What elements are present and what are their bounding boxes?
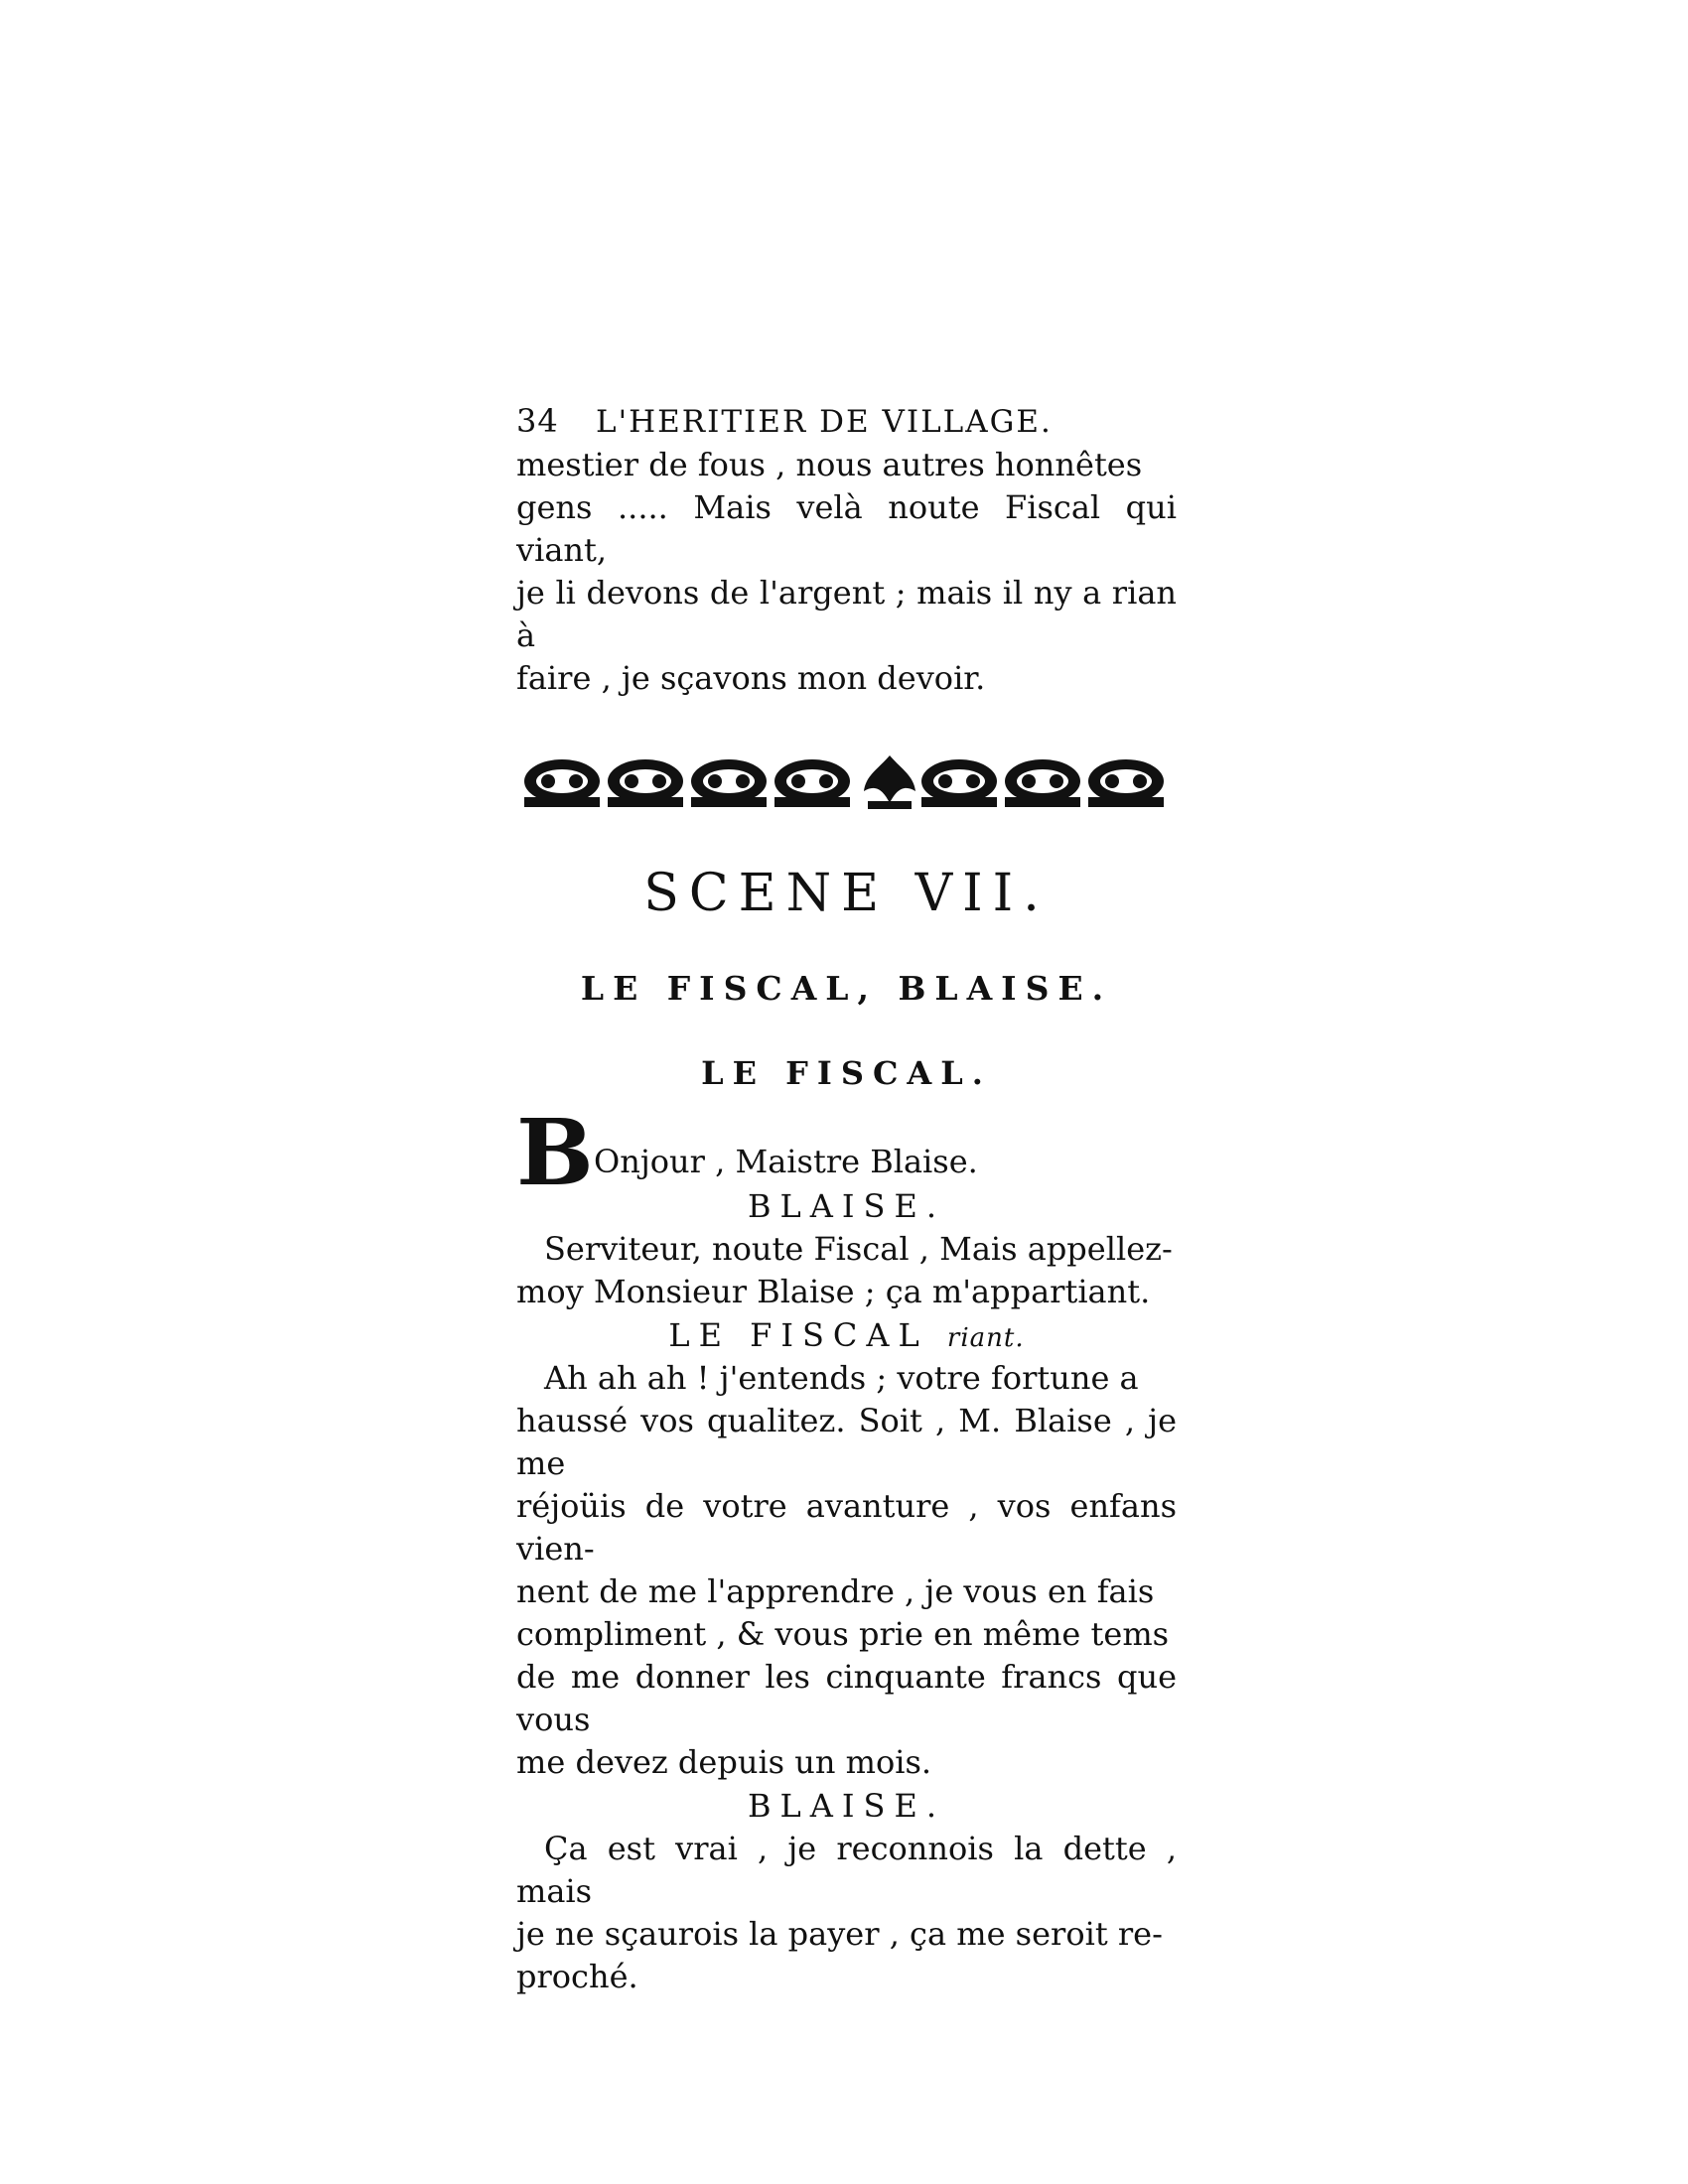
speaker-heading: [516, 1313, 1177, 1357]
text-line: réjoüis de votre avanture , vos enfans vien-: [516, 1487, 1177, 1568]
running-title: L'HERITIER DE VILLAGE.: [596, 404, 1053, 440]
speech-text: [516, 1099, 1177, 1206]
speaker-name: BLAISE.: [748, 1187, 945, 1225]
text-line: proché.: [516, 1958, 638, 1995]
text-line: Ça est vrai , je reconnois la dette , mais: [516, 1830, 1177, 1910]
text-line: Onjour , Maistre Blaise.: [594, 1143, 978, 1180]
drop-cap: B: [516, 1099, 594, 1206]
opening-paragraph: [516, 444, 1177, 700]
text-line: nent de me l'apprendre , je vous en fais: [516, 1572, 1155, 1610]
speaker-name: LE FISCAL.: [701, 1054, 992, 1092]
text-line: mestier de fous , nous autres honnêtes: [516, 446, 1143, 483]
text-line: compliment , & vous prie en même tems: [516, 1615, 1170, 1653]
text-line: faire , je sçavons mon devoir.: [516, 659, 986, 697]
speech-text: [516, 1228, 1177, 1313]
page-number: 34: [516, 402, 559, 440]
speech-text: [516, 1828, 1177, 1998]
stage-direction: riant.: [946, 1323, 1025, 1353]
text-line: de me donner les cinquante francs que vous: [516, 1658, 1177, 1738]
text-line: gens ..... Mais velà noute Fiscal qui viant,: [516, 488, 1177, 569]
character-list: LE FISCAL, BLAISE.: [580, 969, 1113, 1008]
ornament-motif: [1088, 759, 1164, 807]
ornament-motif: [524, 759, 600, 807]
text-line: haussé vos qualitez. Soit , M. Blaise , je me: [516, 1402, 1177, 1482]
book-page: [516, 402, 1177, 1998]
ornament-motif: [774, 759, 850, 807]
speaker-name: BLAISE.: [748, 1787, 945, 1825]
running-head: [516, 402, 1177, 444]
ornament-motif: [691, 759, 767, 807]
text-line: Serviteur, noute Fiscal , Mais appellez-: [544, 1230, 1173, 1268]
scene-title: SCENE VII.: [643, 864, 1050, 923]
ornament-motif: [921, 759, 997, 807]
text-line: moy Monsieur Blaise ; ça m'appartiant.: [516, 1273, 1151, 1310]
ornament-fleuron: [864, 755, 915, 809]
ornament-motif: [608, 759, 683, 807]
speech-text: [516, 1357, 1177, 1784]
text-line: Ah ah ah ! j'entends ; votre fortune a: [544, 1359, 1139, 1397]
text-line: je li devons de l'argent ; mais il ny a rian à: [516, 574, 1177, 654]
ornament-motif: [1005, 759, 1080, 807]
ornamental-border: [516, 748, 1177, 815]
text-line: je ne sçaurois la payer , ça me seroit re-: [516, 1915, 1163, 1953]
speaker-name: LE FISCAL: [668, 1316, 928, 1354]
text-line: me devez depuis un mois.: [516, 1743, 932, 1781]
